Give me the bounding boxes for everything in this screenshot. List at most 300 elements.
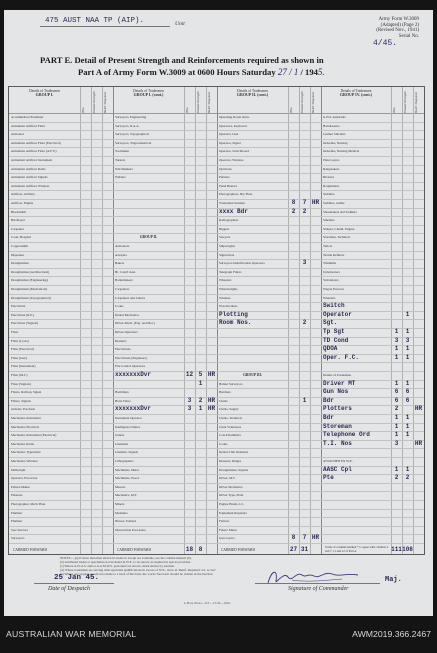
trade-label: Armament Artificer Wireless [11,183,50,188]
trade-label: Tradesman Seaman [219,201,245,205]
trade-label: Plumber [11,510,23,515]
trade-label: Operating Room Assts. [219,115,250,119]
strength-value: 6 [394,388,399,396]
trade-label: Drainers [115,338,127,343]
row-rule [217,362,321,363]
trade-label: Butchers [219,390,231,395]
trade-label: Mechanist, Instrument (Electrical) [11,433,57,438]
strength-value: 3 [394,439,399,447]
trade-label: Bdr [323,414,334,421]
trade-label: Operator, Line [219,132,239,137]
trade-label: Plumber [11,519,23,524]
trade-label: Vulcanizers [323,278,339,283]
trade-label: Leather Stitchers [323,132,346,137]
sub-column-header: Reinf. Required [311,92,315,113]
trade-label: Switch [323,302,345,310]
trade-label: Fitter (Electrical) [11,347,34,352]
trade-label: Armourer [11,132,24,137]
trade-label: T.I. Nos [323,439,352,447]
signature-label: Signature of Commander [288,586,349,592]
trade-label: Operator, Switchboard [219,149,249,154]
trade-label: xxxxxxxDvr [115,371,152,378]
trade-label: Sgt. [323,319,338,327]
strength-value: 2 [291,207,296,215]
trade-label: Draughtsman (Topographical) [11,295,51,300]
total-value: 108 [402,546,413,553]
trade-label: Armament Artificer Fitter (Electrical) [11,140,61,145]
total-value: 31 [300,546,309,553]
sub-column-header: Posted Strength [92,91,96,113]
trade-label: Miners [115,502,125,506]
trade-label: Telephone Ord [323,431,370,439]
strength-value: 1 [394,431,399,439]
row-rule [113,534,217,535]
trade-header-label: Details of Tradesmen [133,89,164,93]
sub-column-header: Posted Strength [403,91,407,113]
strength-value: HR [311,199,320,206]
strength-value: HR [207,405,216,413]
row-rule [321,517,424,518]
trade-label: Fitter (Instrument) [11,364,36,369]
sub-column-header: W.E. [289,106,293,113]
trade-label: Mechanist, Wireless [11,459,38,463]
strength-value: 1 [394,465,399,473]
trade-label: Fitter (Cycle) [11,338,29,343]
trade-header-label: Details of Tradesmen [340,89,372,93]
trade-label: Armament Artificer Instrument [11,158,53,162]
form-title: PART E. Detail of Present Strength and Reinforcements required as shown in [40,55,324,65]
trade-label: Operator, Excavator [11,476,38,481]
trade-header-label: Details of Tradesmen [237,89,268,93]
sub-column-header: W.E. [185,106,189,113]
trade-label: Grinder, Precision [11,407,36,412]
trade-label: Electrician (R.E.) [11,312,35,317]
sub-column-divider [91,87,92,554]
sub-column-header: Reinf. Required [414,92,418,113]
row-rule [217,354,321,355]
row-rule [321,491,424,492]
accession-number: AWM2019.366.2467 [352,629,431,639]
trade-label: Electrician (Signals) [11,321,39,326]
strength-value: 2 [198,396,203,404]
note-line: NOTES.—(a) If more men than shown in trades in Group are available, use the column marked (b). [60,556,192,560]
block-divider [217,87,218,554]
trade-label: Stokers, Chemi. Engine [323,226,355,231]
strength-value: 3 [405,336,410,344]
trade-label: Armament Artificer Radio [11,166,46,171]
trade-label: Riveters [323,175,334,180]
trade-label: Operator [323,310,352,318]
row-rule [113,199,217,200]
form-line: Serial No. [398,33,419,39]
trade-label: Surveyors Identification Operators [219,261,265,266]
trade-label: Driver MT [323,379,356,387]
trade-label: Tinsmiths [323,261,337,266]
trade-label: Tp Sgt [323,328,345,335]
carried-forward-label: CARRIED FORWARD [13,548,48,552]
trade-label: Dental Club Orderlies [219,450,249,455]
trade-label: Driver Type, Plant [219,493,244,498]
trade-label: Orderlies, Nursing Medical [323,149,360,154]
strength-value: 1 [405,328,410,335]
trade-label: Bdr [323,396,334,404]
trade-label: Bakers [115,261,125,266]
sub-column-header: Posted Strength [300,91,304,113]
trade-label: Draughtsman (Architectural) [11,269,50,274]
trade-label: Equipment Repairers [219,510,247,515]
sub-column-header: Reinf. Required [103,92,107,113]
strength-value: 1 [394,422,399,430]
sub-column-divider [288,87,289,554]
sub-column-divider [195,87,196,554]
strength-value: 7 [302,199,307,206]
handwritten-year: 5. [317,67,325,77]
column-group-header [9,89,80,97]
trade-label: Surveyors [11,536,25,541]
trade-label: Saddlers [323,192,335,197]
strength-value: 1 [394,379,399,387]
strength-value: 1 [405,465,410,473]
trade-label: Shipwrights [219,244,235,248]
total-value: 111 [391,546,402,553]
trade-label: Driver-Operators [115,330,138,334]
trade-label: Storeman [323,422,352,430]
row-rule [9,543,113,544]
total-value: 18 [185,546,194,553]
archive-name: AUSTRALIAN WAR MEMORIAL [6,629,137,639]
strength-value: 3 [394,336,399,344]
trade-label: Wheelers [323,295,336,300]
group-header-label: GROUP I. (cont.) [133,92,164,98]
trade-label: Carpenters [115,287,130,291]
strength-value: 8 [291,534,296,542]
trade-label: Draughtsmen, Signals [219,467,249,472]
row-rule [217,328,321,329]
sub-column-header: W.E. [81,106,85,113]
row-rule [321,534,424,535]
trade-label: Coach Ramblers [219,433,241,438]
trade-label: Clerks [219,398,228,403]
strength-value: 8 [291,199,296,206]
form-line: Army Form W.3009 [378,17,419,22]
trade-label: Draughtsman (Engineering) [11,278,48,283]
trade-label: Armourers [115,244,130,248]
trade-label: Clerks, Technical [219,416,242,420]
trade-label: Upholsterers [323,269,340,274]
trade-label: Surveyors, Trigonometrical [115,140,152,145]
row-rule [217,337,321,338]
trade-label: Dispenser [11,252,25,257]
trade-label: Operator, Signal [219,140,241,145]
note-line: (e) Where any request or action is made to a back of the form, the words 'See back' should be written in the last line. [60,572,214,577]
trade-label: Operators, Keyboard [219,123,247,128]
trade-label: Machinists, Metal [115,467,139,472]
sub-column-divider [206,87,207,554]
trade-label: Millwright [11,467,26,472]
trade-label: Gun Layers [219,536,235,541]
strength-value: 1 [394,345,399,353]
trade-label: Shoemakers and Saddlers [323,209,357,214]
trade-label: Surveyors, Engineering [115,115,147,119]
trade-label: Pattern Maker [11,484,30,489]
carried-forward-label: Totals of columns marked * to agree with columns 4 and 7, 11 and 12 of Part A [325,545,389,553]
sub-column-divider [80,87,81,554]
row-rule [217,345,321,346]
trade-label: QDOA [323,345,338,353]
unit-name: 475 AUST NAA TP (AIP). [45,17,145,25]
strength-value: 7 [302,534,307,542]
trade-label: Mechanist, Electrical [11,424,40,429]
strength-value: 2 [302,207,307,215]
row-rule [113,190,217,191]
press-imprint: L.H.Q. Press—6/3—15/43—25m. [184,601,231,605]
trade-label: AASC Cpl [323,465,352,473]
strength-value: 1 [405,414,410,421]
trade-label: Driver Mechanics [219,484,243,489]
trade-label: Wheelwrights [219,287,238,291]
trade-label: Plate Layers [323,158,340,162]
trade-label: Storemen, Technical [323,235,350,240]
trade-label: Wagon Erectors [323,287,345,291]
form-line: (Adapted) (Page 2) [380,22,419,28]
trade-label: Artificer, Engine [11,201,34,205]
row-rule [321,543,424,544]
trade-label: Accumulation Examiner [11,115,44,119]
strength-value: 1 [405,310,410,318]
trade-label: Toolmaker [115,149,130,154]
block-divider [113,87,114,554]
column-group-header [217,89,288,97]
trade-label: Observation Post Assts. [115,527,147,532]
trade-label: Electrician [11,304,26,309]
trade-label: Roughriders [323,183,340,188]
trade-label: Plotters [323,405,352,413]
trade-label: Gun Nos [323,388,349,396]
trade-label: Fitter (M.T.) [11,373,28,377]
trade-label: Mechanics, M.T. [115,493,138,498]
trade-label: Fitter (Signals) [11,381,31,386]
trade-label: Hairdressers [323,123,340,128]
sub-column-header: Posted Strength [196,91,200,113]
trade-label: Surveyors, R.A.A. [115,123,140,128]
trade-label: Room Nos. [219,319,252,327]
strength-value: 1 [405,353,410,361]
archive-caption-bar [0,619,437,653]
strength-value: 2 [302,319,307,327]
despatch-label: Date of Despatch [48,586,90,592]
strength-value: 1 [198,379,203,387]
trade-label: Carpenters and Joiners [115,295,146,300]
commander-rank: Maj. [385,576,402,584]
trade-label: TD Cond [323,336,349,344]
trade-label: Opticians [219,166,232,171]
total-value: 27 [289,546,298,553]
trade-label: Clerk Volunteers [219,424,242,429]
carried-forward-label: CARRIED FORWARD [221,548,256,552]
trade-label: Painters [219,175,230,180]
trade-label: Bt. Cond'r Asst. [115,269,136,274]
strength-value: 1 [394,353,399,361]
trade-label: Clerks, Supply [219,407,239,412]
trade-label: G.P.O. Assistants [323,115,346,119]
strength-value: HR [414,439,423,447]
trade-label: Bricklayer [11,218,25,223]
trade-label: Machinists, Wood [115,476,139,481]
trade-label: Instrument Operator [115,416,142,420]
sub-column-header: W.E. [392,106,396,113]
despatch-underline [34,583,114,584]
trade-label: Textile Refitters [323,252,345,257]
trade-label: Fitters, Signals [11,398,31,403]
unit-label: Unit [175,21,185,27]
trade-label: Assayers [115,252,127,257]
row-rule [321,448,424,449]
trade-label: Driver, M.T. [219,476,236,481]
trade-label: Dental Mechanics [115,312,139,317]
note-line: (c) Where A.W.A.S. and/or A.A.M.W.S. personnel are shown, mark entries by asterisk. [60,564,175,569]
unit-underline [40,26,170,27]
strength-value: 1 [198,405,203,413]
strength-value: 1 [405,345,410,353]
trade-label: Draughtsman (Mechanical) [11,287,48,291]
group-header-label: GROUP I. [35,92,54,98]
trade-label: Fitters, Railway Signal [11,390,42,395]
form-subtitle [78,67,325,77]
row-rule [113,543,217,544]
strength-value: HR [207,396,216,404]
strength-value: 6 [405,396,410,404]
trade-label: Joiners [115,433,125,438]
trade-label: Wheelers [219,278,232,283]
strength-value: 1 [405,422,410,430]
sub-column-divider [413,87,414,554]
trade-label: Draughtsman [11,261,29,266]
trade-label: Saw Doctors [11,527,28,532]
sub-column-divider [402,87,403,554]
signature-underline [255,583,380,584]
trade-label: Fitters' Mates [219,527,237,532]
strength-value: 1 [394,414,399,421]
strength-value: HR [311,534,320,542]
despatch-date: 25 Jan 45. [54,574,100,582]
trade-label: Radiographers [219,218,239,223]
trade-label: xxxx Bdr [219,207,248,215]
form-line: (Revised Nov., 1941) [376,28,419,34]
trade-label: Mechanist, Instrument [11,416,41,420]
trade-label: Linesmen [115,441,129,446]
trade-label: Hatchmen [115,390,129,395]
trade-label: Fitter [11,330,19,334]
sub-column-divider [310,87,311,554]
trade-label: Riggers [219,226,230,231]
trade-label: Wireless [219,295,231,300]
sub-column-divider [102,87,103,554]
row-rule [113,182,217,183]
strength-value: 2 [405,474,410,482]
year-prefix: / 194 [300,67,318,77]
trade-label: Photographers, Dry Plate [219,192,253,197]
trade-label: Welders [115,175,126,180]
row-rule [321,483,424,484]
trade-label: Pte [323,474,334,482]
trade-label: Driver-Mech. (Eng. and Mot.) [115,321,155,326]
carried-forward-label: CARRIED FORWARD [117,548,152,552]
trade-label: Plasterer [11,493,23,498]
sub-column-divider [391,87,392,554]
trade-label: Linemen, Signals [115,450,139,455]
strength-value: HR [414,405,423,413]
trade-label: Cook, Hospital [11,235,31,240]
trade-label: Oper. F.C. [323,353,360,361]
strength-value: 1 [405,431,410,439]
row-rule [321,500,424,501]
strength-value: 6 [405,388,410,396]
strength-value: 3 [187,396,192,404]
trade-label: Intelligence Duties [115,424,140,429]
column-group-header [113,89,184,97]
sub-column-divider [184,87,185,554]
trade-label: Photographer, Mech Plate [11,502,46,506]
group-heading: GROUP II. [139,235,158,240]
total-value: 8 [198,546,203,553]
trade-label: Fire Control Operators [115,364,146,369]
strength-value: 3 [187,405,192,413]
row-rule [321,509,424,510]
strength-value: 2 [394,474,399,482]
trade-label: Artificer, Artillery [11,192,36,197]
row-rule [113,216,217,217]
trade-label: Plotting [219,310,248,318]
trade-label: Boilermakers [115,278,133,283]
strength-value: 1 [394,328,399,335]
strength-value: HR [207,371,216,378]
strength-table [8,86,425,555]
trade-label: Sawyers [219,235,231,240]
group-header-label: GROUP IV. (cont.) [339,92,373,98]
strength-value: 6 [394,396,399,404]
trade-label: Masons [115,484,126,489]
trade-label: Woodworkers [219,304,238,309]
group-heading: GROUP III. [243,373,262,377]
row-rule [321,526,424,527]
trade-label: Ballast Surveyors [219,381,243,386]
serial-stamp: 4/45. [372,39,397,48]
trade-label: Watchmakers [115,166,133,171]
trade-label: Armament Artificer Fitter [11,123,46,128]
trade-label: Mechanist, Radio [11,441,35,446]
trade-label: Coppersmith [11,244,29,248]
column-group-header [321,89,391,97]
row-rule [113,208,217,209]
trade-header-label: Details of Tradesmen [29,89,60,93]
trade-label: Smelters [323,218,335,223]
strength-value: 2 [394,405,399,413]
form-reference [376,17,419,39]
row-rule [113,225,217,226]
trade-label: Operator, Wireless [219,158,244,162]
strength-value: 5 [198,371,203,378]
trade-label: Armament Artificer Fitter (A.F.V.) [11,149,57,154]
trade-label: Mechanist, Typewriter [11,450,41,455]
trade-label: Tailors [323,244,333,248]
trade-label: Cooks [219,441,228,446]
note-line: (d) Where tradesmen are serving with specialist qualifications in excess of W.E., show in 'Reinf. Required' col. as 'sur'. [60,568,217,573]
trade-label: Dressers, Ridges [219,459,242,463]
trade-label: Signwriters [219,252,235,257]
trade-label: Fitter (Gun) [11,355,27,360]
trade-label: Surveyors, Topographical [115,132,149,137]
trade-label: Lithographers [115,459,134,463]
